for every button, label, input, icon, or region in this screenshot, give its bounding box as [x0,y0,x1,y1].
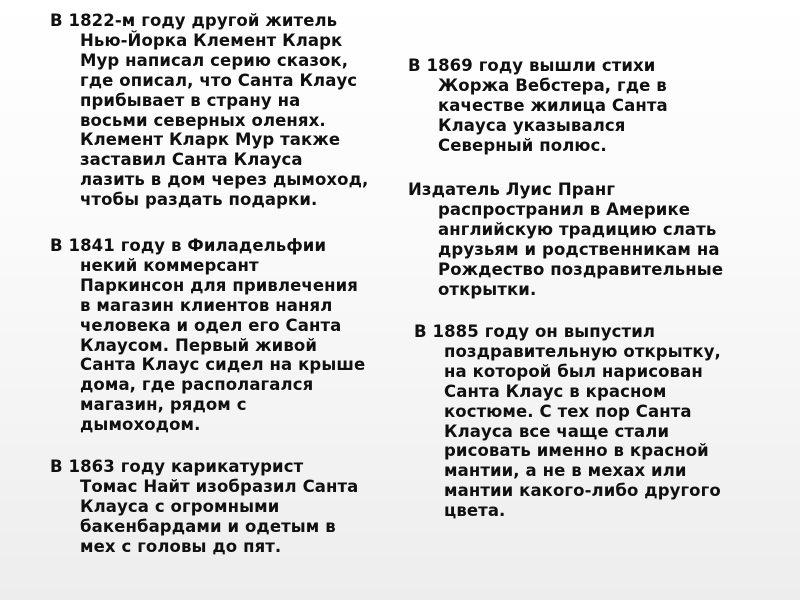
paragraph-1869-webster: В 1869 году вышли стихи Жоржа Вебстера, где в качестве жилица Санта Клауса указывался Северный полюс. [408,56,668,155]
paragraph-1822-clement-clarke-moore: В 1822-м году другой житель Нью-Йорка Клемент Кларк Мур написал серию сказок, где описал, что Санта Клаус прибывает в страну на восьми северных оленях. Клемент Кларк Мур также заставил Санта Клауса лазить в дом через дымоход, чтобы раздать подарки. [50,11,369,210]
paragraph-1885-red-costume: В 1885 году он выпустил поздравительную открытку, на которой был нарисован Санта Клаус в красном костюме. С тех пор Санта Клауса все чаще стали рисовать именно в красной мантии, а не в мехах или мантии какого-либо другого цвета. [414,322,721,521]
paragraph-louis-prang: Издатель Луис Пранг распространил в Америке английскую традицию слать друзьям и родственникам на Рождество поздравительные открытки. [408,180,724,299]
paragraph-1863-thomas-nast: В 1863 году карикатурист Томас Найт изобразил Санта Клауса с огромными бакенбардами и одетым в мех с головы до пят. [50,457,359,556]
paragraph-1841-philadelphia: В 1841 году в Филадельфии некий коммерсант Паркинсон для привлечения в магазин клиентов нанял человека и одел его Санта Клаусом. Первый живой Санта Клаус сидел на крыше дома, где располагался магазин, рядом с дымоходом. [50,236,366,435]
